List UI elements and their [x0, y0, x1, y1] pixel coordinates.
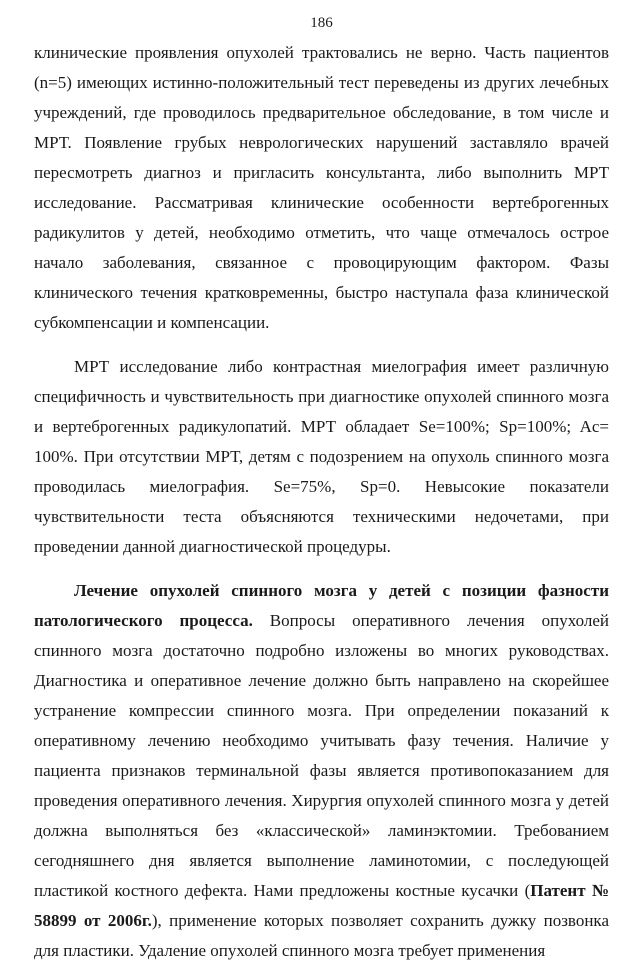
page-number: 186	[310, 15, 333, 31]
paragraph-text: Вопросы оперативного лечения опухолей спинного мозга достаточно подробно изложены во многих руководствах. Диагностика и оперативное лечение должно быть направлено на скорейшее устранение компрессии спинного мозга. При определении показаний к оперативному лечению необходимо учитывать фазу течения. Наличие у пациента признаков терминальной фазы является противопоказанием для проведения оперативного лечения. Хирургия опухолей спинного мозга у детей должна выполняться без «классической» ламинэктомии. Требованием сегодняшнего дня является выполнение ламинотомии, с последующей пластикой костного дефекта. Нами предложены костные кусачки (	[34, 611, 609, 900]
section-heading: Лечение опухолей спинного мозга у детей с позиции фазности патологического процесса.	[34, 581, 609, 630]
paragraph-mri-myelography: МРТ исследование либо контрастная миелография имеет различную специфичность и чувствительность при диагностике опухолей спинного мозга и вертеброгенных радикулопатий. МРТ обладает Se=100%; Sp=100%; Ac= 100%. При отсутствии МРТ, детям с подозрением на опухоль спинного мозга проводилась миелография. Se=75%, Sp=0. Невысокие показатели чувствительности теста объясняются техническими недочетами, при проведении данной диагностической процедуры.	[34, 357, 609, 556]
paragraph-clinical-manifestations: клинические проявления опухолей трактовались не верно. Часть пациентов (n=5) имеющих истинно-положительный тест переведены из других лечебных учреждений, где проводилось предварительное обследование, в том числе и МРТ. Появление грубых неврологических нарушений заставляло врачей пересмотреть диагноз и пригласить консультанта, либо выполнить МРТ исследование. Рассматривая клинические особенности вертеброгенных радикулитов у детей, необходимо отметить, что чаще отмечалось острое начало заболевания, связанное с провоцирующим фактором. Фазы клинического течения кратковременны, быстро наступала фаза клинической субкомпенсации и компенсации.	[34, 43, 609, 332]
patent-reference: Патент № 58899 от 2006г.	[34, 881, 609, 930]
paragraph-text-continued: ), применение которых позволяет сохранить дужку позвонка для пластики. Удаление опухолей спинного мозга требует применения	[34, 911, 609, 960]
paragraph-treatment	[34, 576, 609, 966]
